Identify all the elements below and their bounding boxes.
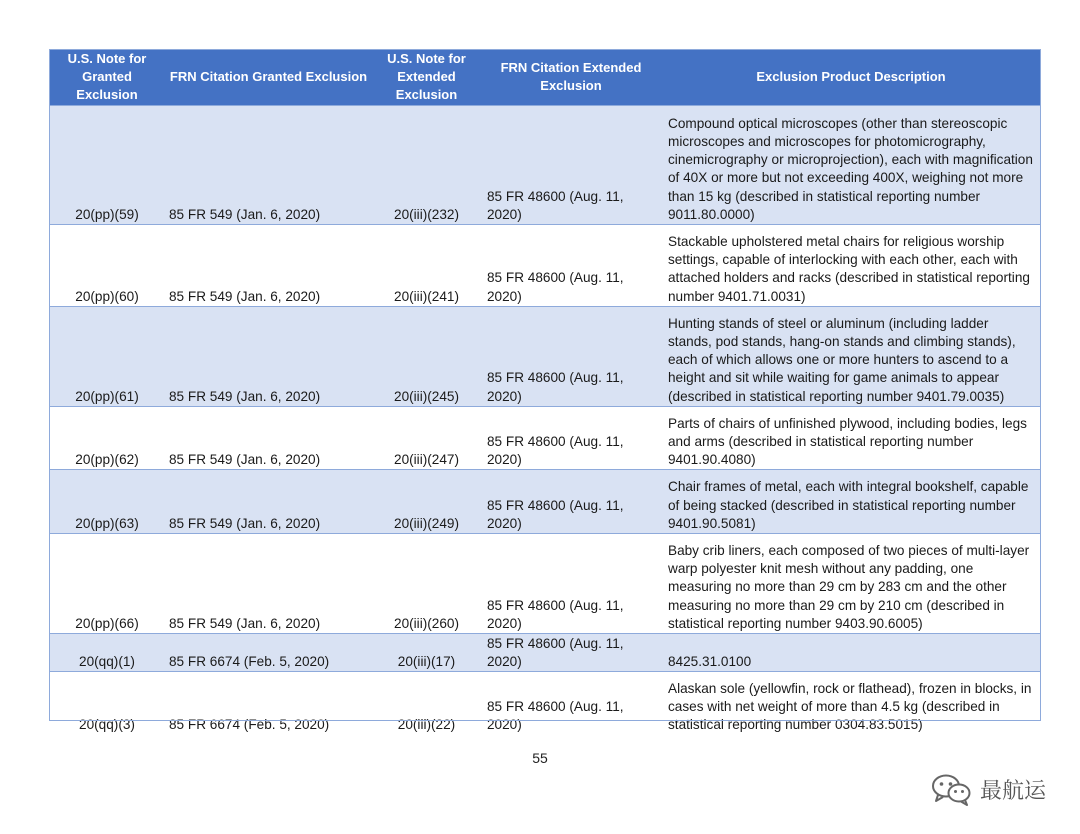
- cell-frn-granted: 85 FR 549 (Jan. 6, 2020): [165, 406, 372, 470]
- cell-frn-granted: 85 FR 549 (Jan. 6, 2020): [165, 225, 372, 307]
- cell-frn-extended: 85 FR 48600 (Aug. 11, 2020): [481, 225, 661, 307]
- cell-frn-extended: 85 FR 48600 (Aug. 11, 2020): [481, 306, 661, 406]
- table-row: [49, 672, 1041, 735]
- cell-note-granted: 20(pp)(59): [49, 106, 165, 225]
- wechat-icon: [930, 772, 972, 806]
- cell-note-granted: 20(qq)(3): [49, 672, 165, 735]
- cell-description: Alaskan sole (yellowfin, rock or flathead), frozen in blocks, in cases with net weight of more than 4.5 kg (described in statistical reporting number 0304.83.5015): [661, 672, 1041, 735]
- page-number: 55: [532, 750, 548, 766]
- header-note-extended: U.S. Note for Extended Exclusion: [372, 49, 481, 106]
- cell-frn-granted: 85 FR 6674 (Feb. 5, 2020): [165, 672, 372, 735]
- cell-note-granted: 20(qq)(1): [49, 634, 165, 672]
- cell-description: 8425.31.0100: [661, 634, 1041, 672]
- exclusions-table: [49, 49, 1041, 735]
- cell-note-extended: 20(iii)(245): [372, 306, 481, 406]
- cell-frn-granted: 85 FR 549 (Jan. 6, 2020): [165, 470, 372, 534]
- cell-description: Parts of chairs of unfinished plywood, including bodies, legs and arms (described in statistical reporting number 9401.90.4080): [661, 406, 1041, 470]
- cell-note-granted: 20(pp)(66): [49, 534, 165, 634]
- table-row: [49, 225, 1041, 307]
- cell-note-granted: 20(pp)(63): [49, 470, 165, 534]
- cell-description: Chair frames of metal, each with integral bookshelf, capable of being stacked (described in statistical reporting number 9401.90.5081): [661, 470, 1041, 534]
- header-note-granted: U.S. Note for Granted Exclusion: [49, 49, 165, 106]
- cell-frn-extended: 85 FR 48600 (Aug. 11, 2020): [481, 534, 661, 634]
- cell-note-extended: 20(iii)(247): [372, 406, 481, 470]
- cell-frn-extended: 85 FR 48600 (Aug. 11, 2020): [481, 470, 661, 534]
- cell-frn-granted: 85 FR 549 (Jan. 6, 2020): [165, 306, 372, 406]
- table-row: [49, 306, 1041, 406]
- cell-note-granted: 20(pp)(61): [49, 306, 165, 406]
- cell-note-extended: 20(iii)(260): [372, 534, 481, 634]
- cell-frn-granted: 85 FR 6674 (Feb. 5, 2020): [165, 634, 372, 672]
- cell-frn-extended: 85 FR 48600 (Aug. 11, 2020): [481, 634, 661, 672]
- cell-description: Hunting stands of steel or aluminum (including ladder stands, pod stands, hang-on stands and climbing stands), each of which allows one or more hunters to ascend to a height and sit while waiting for game animals to appear (described in statistical reporting number 9401.79.0035): [661, 306, 1041, 406]
- watermark: [930, 772, 1046, 806]
- cell-frn-granted: 85 FR 549 (Jan. 6, 2020): [165, 534, 372, 634]
- cell-note-extended: 20(iii)(241): [372, 225, 481, 307]
- table-row: [49, 106, 1041, 225]
- table-row: [49, 406, 1041, 470]
- cell-description: Stackable upholstered metal chairs for religious worship settings, capable of interlocking with each other, each with attached holders and racks (described in statistical reporting number 9401.71.0031): [661, 225, 1041, 307]
- table-row: [49, 634, 1041, 672]
- table-row: [49, 534, 1041, 634]
- table-header: [49, 49, 1041, 106]
- cell-description: Compound optical microscopes (other than stereoscopic microscopes and microscopes for photomicrography, cinemicrography or microprojection), each with magnification of 40X or more but not exceeding 400X, weighing not more than 15 kg (described in statistical reporting number 9011.80.0000): [661, 106, 1041, 225]
- cell-frn-extended: 85 FR 48600 (Aug. 11, 2020): [481, 406, 661, 470]
- cell-frn-extended: 85 FR 48600 (Aug. 11, 2020): [481, 672, 661, 735]
- cell-note-extended: 20(iii)(249): [372, 470, 481, 534]
- table-row: [49, 470, 1041, 534]
- cell-note-extended: 20(iii)(22): [372, 672, 481, 735]
- watermark-text: 最航运: [979, 778, 1046, 804]
- cell-note-granted: 20(pp)(60): [49, 225, 165, 307]
- cell-note-extended: 20(iii)(232): [372, 106, 481, 225]
- header-frn-extended: FRN Citation Extended Exclusion: [481, 49, 661, 106]
- cell-description: Baby crib liners, each composed of two pieces of multi-layer warp polyester knit mesh without any padding, one measuring no more than 29 cm by 283 cm and the other measuring no more than 29 cm by 210 cm (described in statistical reporting number 9403.90.6005): [661, 534, 1041, 634]
- header-description: Exclusion Product Description: [661, 49, 1041, 106]
- header-frn-granted: FRN Citation Granted Exclusion: [165, 49, 372, 106]
- cell-note-granted: 20(pp)(62): [49, 406, 165, 470]
- cell-frn-extended: 85 FR 48600 (Aug. 11, 2020): [481, 106, 661, 225]
- cell-note-extended: 20(iii)(17): [372, 634, 481, 672]
- cell-frn-granted: 85 FR 549 (Jan. 6, 2020): [165, 106, 372, 225]
